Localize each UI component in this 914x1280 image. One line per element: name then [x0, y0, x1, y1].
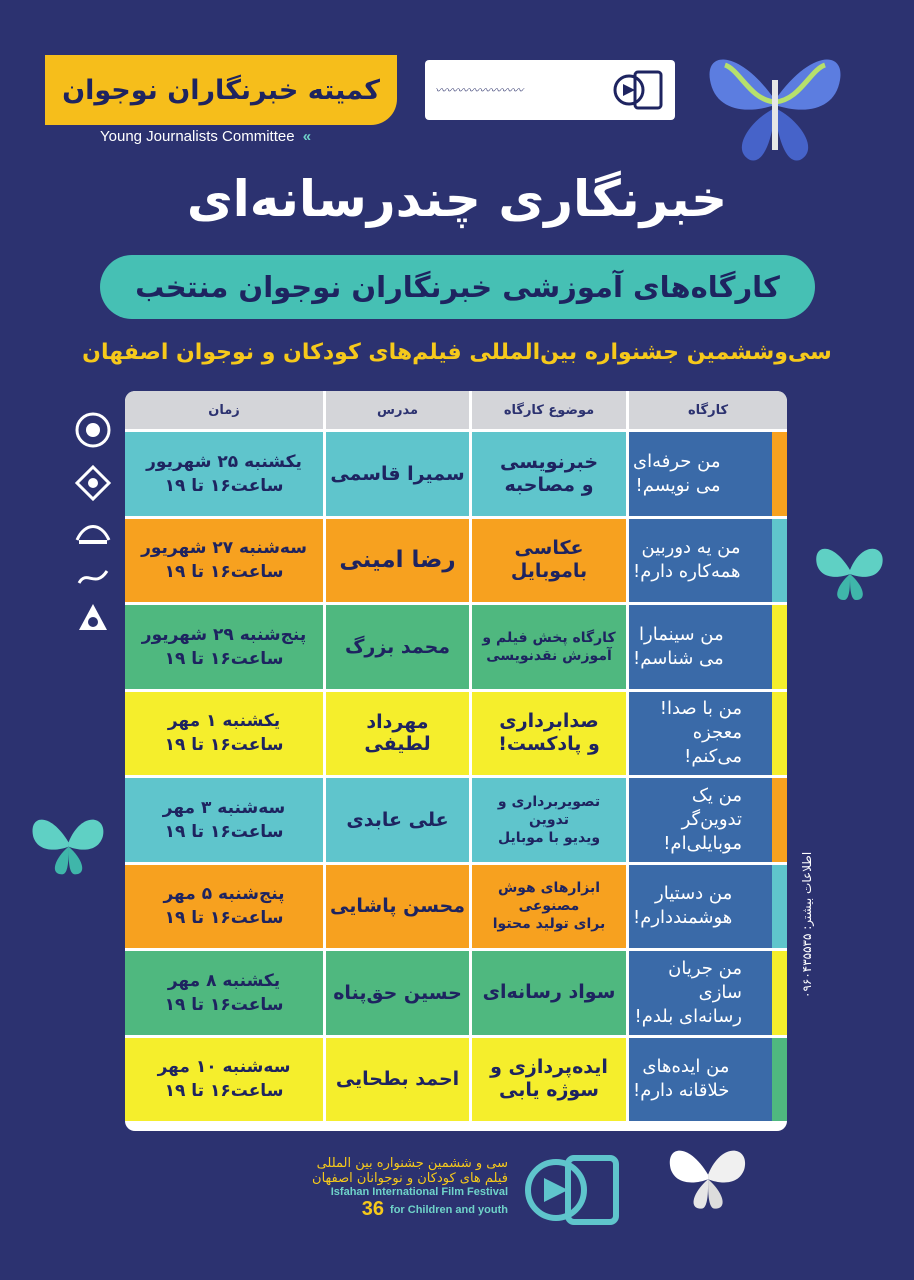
row-accent-bar [772, 432, 787, 516]
row-workshop: من ایده‌های خلاقانه دارم! [629, 1038, 772, 1122]
contact-info: اطلاعات بیشتر: ۰۹۶۰۴۳۵۵۳۵ [800, 851, 814, 999]
festival-bottom-fa-line1: سی و ششمین جشنواره بین المللی [316, 1156, 508, 1171]
butterfly-icon [812, 540, 887, 605]
row-teacher: محسن پاشایی [326, 865, 469, 949]
row-teacher: حسین حق‌پناه [326, 951, 469, 1035]
row-topic: ایده‌پردازی و سوژه یابی [472, 1038, 626, 1122]
festival-bottom-fa-line2: فیلم های کودکان و نوجوانان اصفهان [312, 1171, 508, 1186]
festival-bottom-en-line2: for Children and youth [390, 1203, 508, 1216]
row-accent-bar [772, 1038, 787, 1122]
committee-english: Young Journalists Committee [100, 128, 295, 145]
municipality-logo-icon [70, 412, 115, 448]
row-workshop: من سینمارا می شناسم! [629, 605, 772, 689]
row-teacher: علی عابدی [326, 778, 469, 862]
organization-logo-icon [70, 465, 115, 501]
committee-subtitle [100, 128, 311, 145]
row-topic: سواد رسانه‌ای [472, 951, 626, 1035]
row-time: سه‌شنبه ۱۰ مهر ساعت۱۶ تا ۱۹ [125, 1038, 323, 1122]
subtitle-banner [100, 255, 815, 319]
row-topic: ابزارهای هوش مصنوعی برای تولید محتوا [472, 865, 626, 949]
row-workshop: من یک تدوین‌گر موبایلی‌ام! [629, 778, 772, 862]
header-topic: موضوع کارگاه [472, 391, 626, 429]
row-workshop: من حرفه‌ای می نویسم! [629, 432, 772, 516]
header-workshop: کارگاه [629, 391, 787, 429]
committee-badge [45, 55, 397, 125]
row-time: یکشنبه ۲۵ شهریور ساعت۱۶ تا ۱۹ [125, 432, 323, 516]
header-time: زمان [125, 391, 323, 429]
row-topic: عکاسی باموبایل [472, 519, 626, 603]
festival-number: 36 [361, 1198, 385, 1220]
row-topic: صدابرداری و پادکست! [472, 692, 626, 776]
row-teacher: محمد بزرگ [326, 605, 469, 689]
committee-title: کمیته خبرنگاران نوجوان [62, 74, 380, 106]
festival-logo-icon [611, 68, 665, 112]
page-title: خبرنگاری چندرسانه‌ای [186, 170, 728, 228]
row-time: سه‌شنبه ۲۷ شهریور ساعت۱۶ تا ۱۹ [125, 519, 323, 603]
festival-logo-script: 〰〰〰〰〰〰〰〰 [435, 84, 523, 97]
row-workshop: من دستیار هوشمنددارم! [629, 865, 772, 949]
festival-bottom-en-line1: Isfahan International Film Festival [330, 1186, 508, 1198]
workshop-table [125, 391, 787, 1131]
row-topic: خبرنویسی و مصاحبه [472, 432, 626, 516]
row-teacher: رضا امینی [326, 519, 469, 603]
chevron-icon: « [302, 128, 312, 145]
row-accent-bar [772, 778, 787, 862]
row-time: سه‌شنبه ۳ مهر ساعت۱۶ تا ۱۹ [125, 778, 323, 862]
row-workshop: من با صدا! معجزه می‌کنم! [629, 692, 772, 776]
row-accent-bar [772, 519, 787, 603]
festival-logo [425, 60, 675, 120]
header-teacher: مدرس [326, 391, 469, 429]
row-time: یکشنبه ۸ مهر ساعت۱۶ تا ۱۹ [125, 951, 323, 1035]
subtitle-text: کارگاه‌های آموزشی خبرنگاران نوجوان منتخب [135, 270, 780, 304]
row-time: پنج‌شنبه ۵ مهر ساعت۱۶ تا ۱۹ [125, 865, 323, 949]
row-time: پنج‌شنبه ۲۹ شهریور ساعت۱۶ تا ۱۹ [125, 605, 323, 689]
row-topic: تصویربرداری و تدوین ویدیو با موبایل [472, 778, 626, 862]
festival-name: سی‌وششمین جشنواره بین‌المللی فیلم‌های کودکان و نوجوان اصفهان [82, 340, 832, 365]
center-logo-icon [70, 600, 115, 636]
row-workshop: من جریان سازی رسانه‌ای بلدم! [629, 951, 772, 1035]
cinema-logo-icon [70, 515, 115, 551]
row-teacher: مهرداد لطیفی [326, 692, 469, 776]
butterfly-icon [28, 810, 108, 880]
row-accent-bar [772, 951, 787, 1035]
row-workshop: من یه دوربین همه‌کاره دارم! [629, 519, 772, 603]
butterfly-icon [700, 40, 850, 170]
row-topic: کارگاه پخش فیلم و آموزش نقدنویسی [472, 605, 626, 689]
row-teacher: سمیرا قاسمی [326, 432, 469, 516]
festival-logo-icon [522, 1150, 622, 1230]
calligraphy-logo-icon [70, 560, 115, 596]
row-accent-bar [772, 605, 787, 689]
row-accent-bar [772, 865, 787, 949]
row-accent-bar [772, 692, 787, 776]
festival-bottom-logo [290, 1150, 630, 1230]
row-teacher: احمد بطحایی [326, 1038, 469, 1122]
butterfly-icon [665, 1140, 750, 1215]
row-time: یکشنبه ۱ مهر ساعت۱۶ تا ۱۹ [125, 692, 323, 776]
